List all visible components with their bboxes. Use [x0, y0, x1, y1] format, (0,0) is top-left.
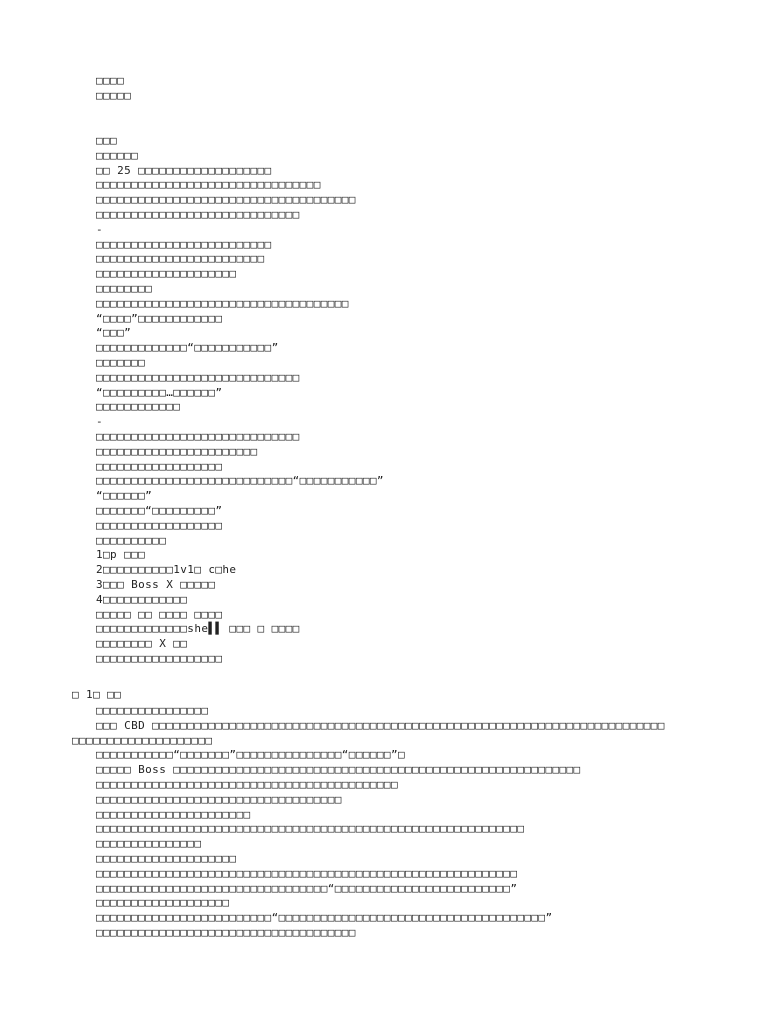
- text-line: □□□□□□□□□□□□□□□□□□□□□□□□□□□□□: [96, 430, 300, 443]
- text-line: □□□□□□□□□□□□: [96, 400, 181, 414]
- text-line: “□□□□”□□□□□□□□□□□□: [96, 311, 223, 325]
- text-line: □□□□□ □□ □□□□ □□□□: [96, 607, 223, 621]
- text-line: □□□□□□□□□□□□□“□□□□□□□□□□□”: [96, 341, 279, 355]
- text-line: 3□□□ Boss X □□□□□: [96, 578, 216, 591]
- text-line: □□□□□□□“□□□□□□□□□”: [96, 504, 223, 517]
- text-line: □□□□□□□: [96, 356, 146, 369]
- text-line: □□□□□□□□□□: [96, 533, 167, 547]
- text-line: □□□□□□□□□□□□□□□□□□□□□□□: [96, 444, 258, 458]
- text-line: 4□□□□□□□□□□□□: [96, 592, 188, 606]
- chapter-line: □□□□□ Boss □□□□□□□□□□□□□□□□□□□□□□□□□□□□□□□□□□□□□□□□□□□□□□□□□□□□□□□□□□: [96, 763, 581, 777]
- chapter-line: □□□□□□□□□□□□□□□□□□□□: [96, 852, 237, 865]
- text-line: □□□□□□□□□□□□□she▌▌ □□□ □ □□□□: [96, 622, 300, 636]
- text-line: □□□□□□□□□□□□□□□□□□: [96, 652, 223, 665]
- chapter-line: □□□□□□□□□□□“□□□□□□□”□□□□□□□□□□□□□□□“□□□□□□”□: [96, 748, 405, 762]
- text-line: -: [96, 415, 104, 429]
- text-line: □□□□□□: [96, 148, 139, 162]
- text-line: □□□□□□□□□□□□□□□□□□□□□□□□□□□□“□□□□□□□□□□□”: [96, 474, 384, 488]
- text-line: “□□□□□□□□□…□□□□□□”: [96, 385, 223, 399]
- text-line: “□□□”: [96, 326, 132, 340]
- text-line: 2□□□□□□□□□□1v1□ c□he: [96, 563, 237, 577]
- text-line: □□□□□□□□□□□□□□□□□□□□□□□□□□□□□□□□: [96, 178, 321, 192]
- text-line: □□□□□□□□□□□□□□□□□□□□□□□□□□□□□: [96, 208, 300, 221]
- text-line: □□□: [96, 134, 118, 147]
- chapter-line: □□□ CBD □□□□□□□□□□□□□□□□□□□□□□□□□□□□□□□□□□□□□□□□□□□□□□□□□□□□□□□□□□□□□□□□□□□□□□□□□: [96, 718, 665, 732]
- chapter-line: □□□□□□□□□□□□□□□□: [96, 704, 209, 717]
- chapter-line: □□□□□□□□□□□□□□□□□□□□□□□□□□□□□□□□□□□□□□□□□□□□□□□□□□□□□□□□□□□□: [96, 866, 518, 880]
- text-line: □□□□□□□□□□□□□□□□□□: [96, 518, 223, 532]
- chapter-line: □□□□□□□□□□□□□□□□□□□□□□□□□□□□□□□□□□□: [96, 792, 342, 806]
- chapter-line: □□□□□□□□□□□□□□□□□□□□□□: [96, 807, 251, 821]
- intro-line: □□□□: [96, 74, 125, 87]
- text-line: □□ 25 □□□□□□□□□□□□□□□□□□□: [96, 163, 272, 177]
- chapter-line: □□□□□□□□□□□□□□□□□□□□□□□□□□□□□□□□□“□□□□□□□□□□□□□□□□□□□□□□□□□”: [96, 881, 518, 895]
- text-line: □□□□□□□□□□□□□□□□□□□□□□□□□□□□□: [96, 370, 300, 384]
- chapter-line: □□□□□□□□□□□□□□□□□□□□□□□□□□□□□□□□□□□□□□□□□□□: [96, 778, 398, 791]
- chapter-line: □□□□□□□□□□□□□□□□□□□□□□□□□□□□□□□□□□□□□: [96, 926, 356, 939]
- chapter-line: □□□□□□□□□□□□□□□□□□□□□□□□□□□□□□□□□□□□□□□□□□□□□□□□□□□□□□□□□□□□□: [96, 822, 525, 836]
- chapter-line: □□□□□□□□□□□□□□□□□□□: [96, 896, 230, 910]
- chapter-line: □□□□□□□□□□□□□□□□□□□□□□□□□“□□□□□□□□□□□□□□□□□□□□□□□□□□□□□□□□□□□□□□”: [96, 911, 553, 925]
- text-line: 1□p □□□: [96, 548, 146, 562]
- text-line: □□□□□□□□: [96, 282, 153, 295]
- text-line: □□□□□□□□□□□□□□□□□□: [96, 459, 223, 473]
- text-line: -: [96, 222, 104, 236]
- chapter-line: □□□□□□□□□□□□□□□: [96, 837, 202, 851]
- text-line: □□□□□□□□□□□□□□□□□□□□□□□□: [96, 252, 265, 266]
- chapter-line: □□□□□□□□□□□□□□□□□□□□: [72, 733, 213, 747]
- text-line: □□□□□□□□□□□□□□□□□□□□□□□□□□□□□□□□□□□□: [96, 296, 349, 310]
- text-line: □□□□□□□□□□□□□□□□□□□□□□□□□□□□□□□□□□□□□: [96, 193, 356, 207]
- text-line: □□□□□□□□□□□□□□□□□□□□□□□□□: [96, 237, 272, 251]
- intro-line: □□□□□: [96, 89, 132, 102]
- text-line: “□□□□□□”: [96, 489, 153, 503]
- text-line: □□□□□□□□□□□□□□□□□□□□: [96, 267, 237, 281]
- chapter-heading: □ 1□ □□: [72, 688, 122, 701]
- text-line: □□□□□□□□ X □□: [96, 637, 188, 651]
